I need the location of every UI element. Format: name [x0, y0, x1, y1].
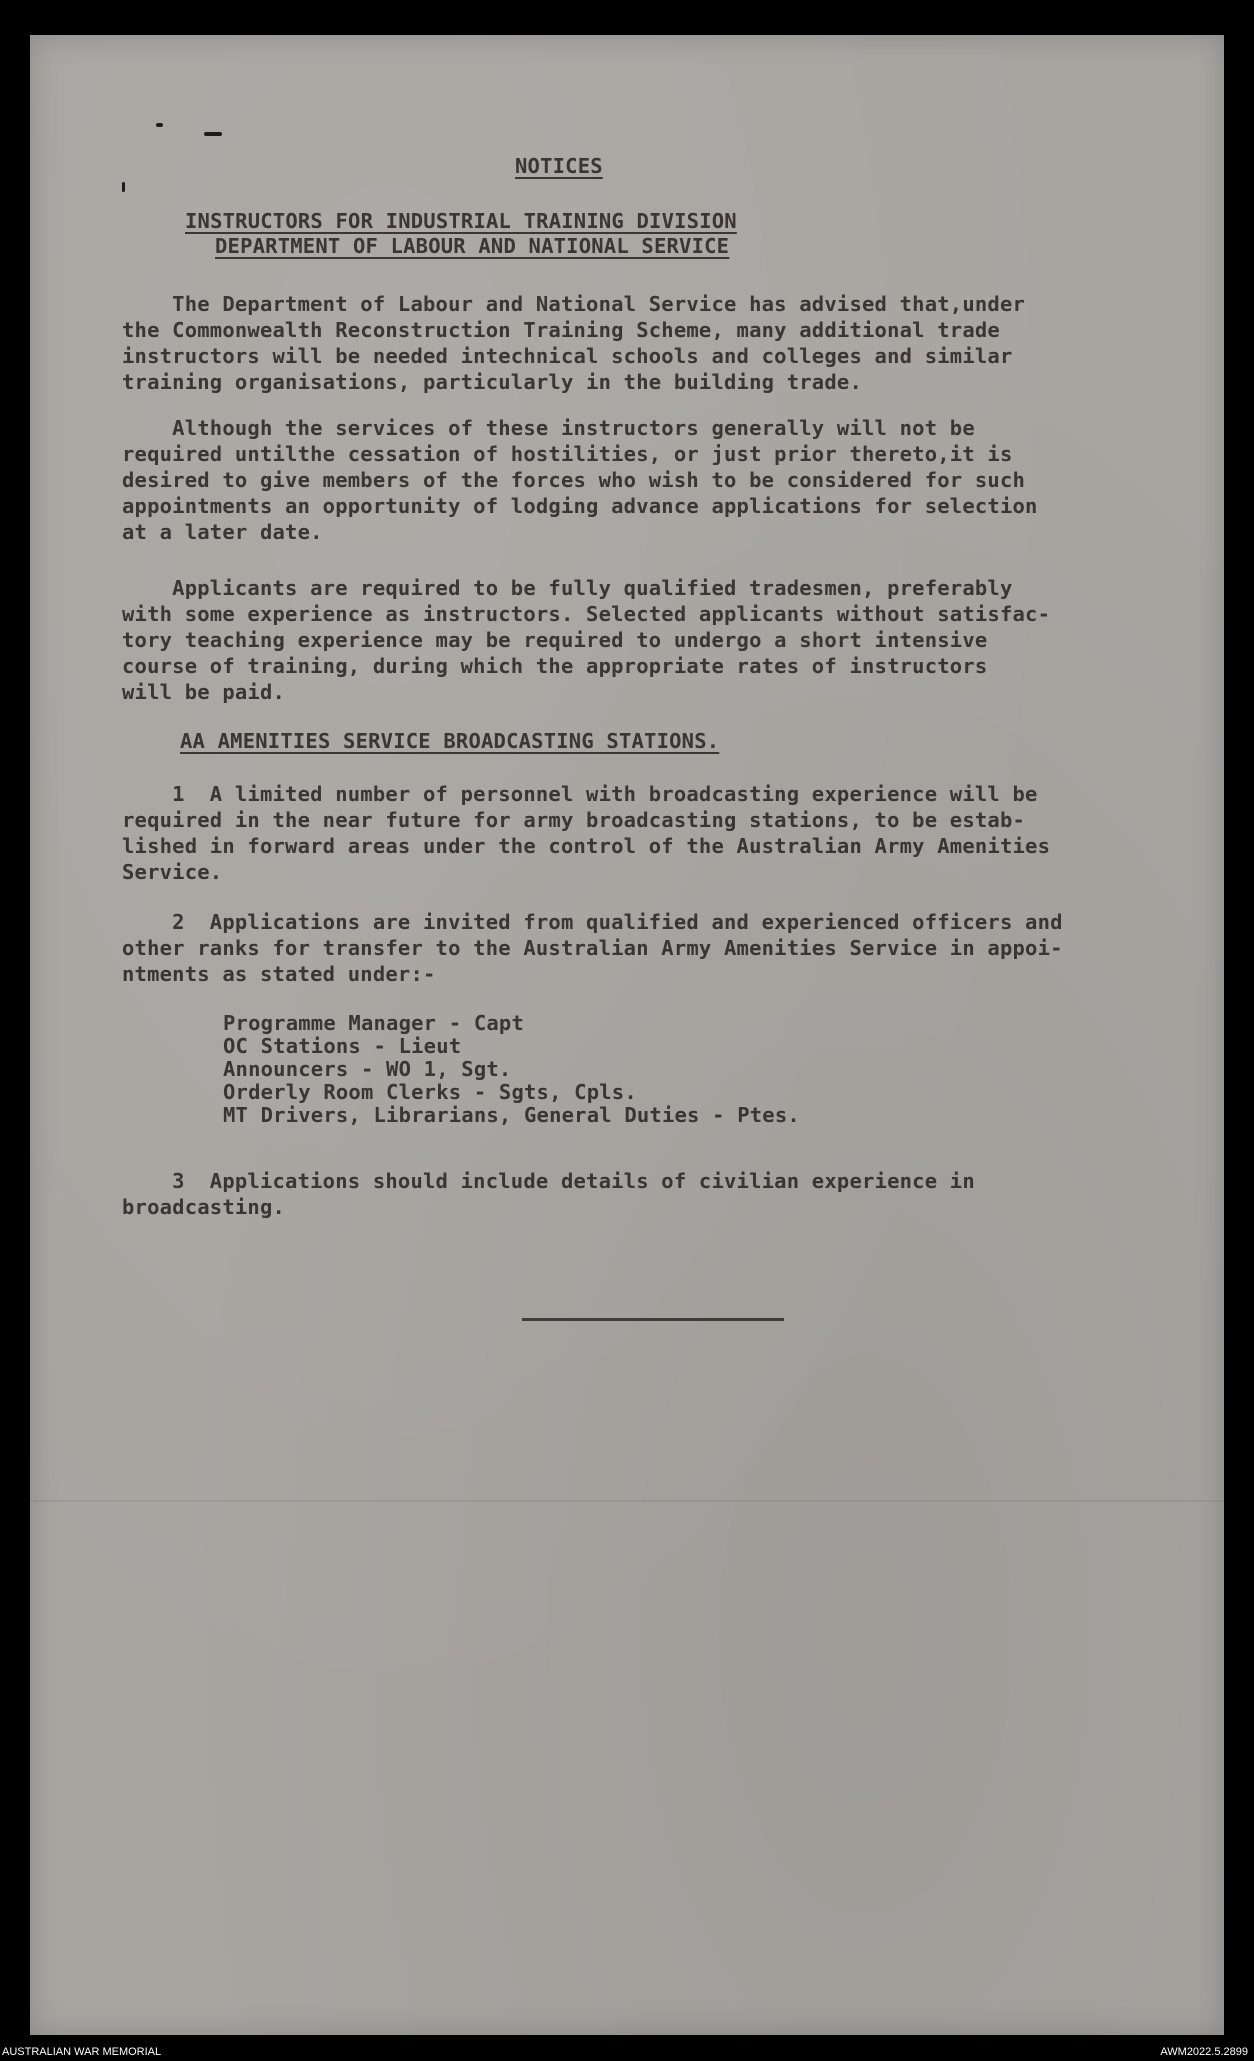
section1-paragraph3: Applicants are required to be fully qualified tradesmen, preferably with some experience as instructors. Selected applicants without satisfac- tory teaching experience may be required to undergo a short intensive course of training, during which the appropriate rates of instructors will be paid.	[122, 576, 1051, 704]
section2-paragraph2: 2 Applications are invited from qualified and experienced officers and other ranks for transfer to the Australian Army Amenities Service in appoi- ntments as stated under:-	[122, 910, 1063, 986]
ink-mark	[156, 123, 163, 127]
closing-rule	[522, 1318, 784, 1321]
section1-paragraph1: The Department of Labour and National Service has advised that,under the Commonwealth Reconstruction Training Scheme, many additional trade instructors will be needed intechnical schools and colleges and similar training organisations, particularly in the building trade.	[122, 292, 1026, 394]
footer-source-label: AUSTRALIAN WAR MEMORIAL	[2, 2046, 162, 2058]
footer-accession-number: AWM2022.5.2899	[1160, 2046, 1248, 2058]
section2-paragraph3: 3 Applications should include details of civilian experience in broadcasting.	[122, 1169, 975, 1219]
section1-paragraph2: Although the services of these instructors generally will not be required untilthe cessation of hostilities, or just prior thereto,it is desired to give members of the forces who wish to be considered for such appointments an opportunity of lodging advance applications for selection at a later date.	[122, 416, 1038, 544]
appointments-list: Programme Manager - Capt OC Stations - Lieut Announcers - WO 1, Sgt. Orderly Room Clerks - Sgts, Cpls. MT Drivers, Librarians, General Duties - Ptes.	[223, 1011, 800, 1127]
ink-mark	[204, 132, 222, 136]
section1-title-line1: INSTRUCTORS FOR INDUSTRIAL TRAINING DIVISION	[185, 209, 737, 233]
section2-paragraph1: 1 A limited number of personnel with broadcasting experience will be required in the near future for army broadcasting stations, to be estab- lished in forward areas under the control of the Australian Army Amenities Service.	[122, 782, 1051, 884]
section1-title-line2: DEPARTMENT OF LABOUR AND NATIONAL SERVICE	[215, 234, 730, 258]
ink-mark	[122, 182, 125, 192]
section2-title: AA AMENITIES SERVICE BROADCASTING STATIONS.	[180, 729, 720, 753]
page-heading: NOTICES	[515, 154, 603, 178]
document-page	[30, 35, 1224, 2035]
